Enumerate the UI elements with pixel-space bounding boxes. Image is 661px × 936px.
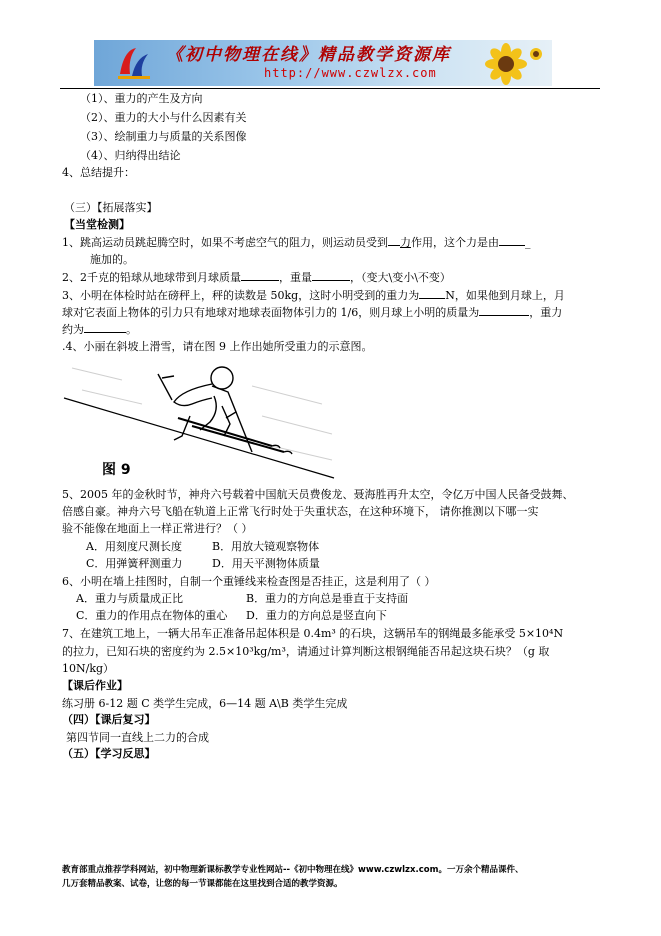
figure-9-skier[interactable] xyxy=(62,356,338,482)
question-1-line-1 xyxy=(62,236,531,250)
step-1: （1）、重力的产生及方向 xyxy=(80,92,203,105)
q1-blank-1[interactable] xyxy=(388,245,400,246)
q1-text-b: 作用，这个力是由 xyxy=(411,236,499,249)
question-5-line-3: 验不能像在地面上一样正常进行？（ ） xyxy=(62,522,253,535)
q2-text-c: ，（变大\变小\不变） xyxy=(350,271,451,284)
question-6: 6、小明在墙上挂图时，自制一个重锤线来检查图是否挂正，这是利用了（ ） xyxy=(62,575,436,588)
q6-option-c[interactable]: C．重力的作用点在物体的重心 xyxy=(76,609,228,622)
header-banner xyxy=(94,40,552,86)
homework-item: 练习册 6-12 题 C 类学生完成，6—14 题 A\B 类学生完成 xyxy=(62,697,348,710)
q3-blank-gravity[interactable] xyxy=(419,298,445,299)
q6-option-a[interactable]: A．重力与质量成正比 xyxy=(76,592,183,605)
question-1-line-2: 施加的。 xyxy=(90,253,134,266)
step-2: （2）、重力的大小与什么因素有关 xyxy=(80,111,247,124)
question-4: .4、小丽在斜坡上滑雪，请在图 9 上作出她所受重力的示意图。 xyxy=(62,340,373,353)
q6-option-b[interactable]: B．重力的方向总是垂直于支持面 xyxy=(246,592,409,605)
q3-text-d: ，重力 xyxy=(529,306,563,319)
q3-blank-moon-gravity[interactable] xyxy=(84,332,126,333)
q5-option-d[interactable]: D．用天平测物体质量 xyxy=(212,557,320,570)
site-title: 《初中物理在线》精品教学资源库 xyxy=(166,45,451,65)
check-heading: 【当堂检测】 xyxy=(64,218,130,231)
q1-blank-2[interactable] xyxy=(499,245,525,246)
q3-blank-moon-mass[interactable] xyxy=(479,315,529,316)
sunflower-icon xyxy=(476,42,546,86)
q2-text-a: 2、2千克的铅球从地球带到月球质量 xyxy=(62,271,241,284)
page-footer xyxy=(62,864,602,891)
question-3-line-2 xyxy=(62,306,562,320)
q5-option-c[interactable]: C．用弹簧秤测重力 xyxy=(86,557,183,570)
review-item: 第四节同一直线上二力的合成 xyxy=(66,731,209,744)
figure-label: 图 9 xyxy=(102,462,131,478)
q5-option-a[interactable]: A．用刻度尺测长度 xyxy=(86,540,182,553)
section-4-heading: （四）【课后复习】 xyxy=(62,713,156,726)
question-5-line-1: 5、2005 年的金秋时节，神舟六号载着中国航天员费俊龙、聂海胜再升太空，令亿万中国人民备受鼓舞、 xyxy=(62,488,574,501)
q2-blank-weight[interactable] xyxy=(312,280,350,281)
question-7-line-1: 7、在建筑工地上，一辆大吊车正准备吊起体积是 0.4m³ 的石块，这辆吊车的钢绳最多能承受 5×10⁴N xyxy=(62,627,564,640)
question-5-line-2: 倍感自豪。神舟六号飞船在轨道上正常飞行时处于失重状态，在这种环境下， 请你推测以下哪一实 xyxy=(62,505,539,518)
question-7-line-2: 的拉力，已知石块的密度约为 2.5×10³kg/m³，请通过计算判断这根钢绳能否吊起这块石块？（g 取 xyxy=(62,645,550,658)
section-5-heading: （五）【学习反思】 xyxy=(62,747,156,760)
section-3-heading: （三）【拓展落实】 xyxy=(64,201,158,214)
question-2 xyxy=(62,271,451,285)
step-4: （4）、归纳得出结论 xyxy=(80,149,181,162)
homework-heading: 【课后作业】 xyxy=(62,679,128,692)
q5-option-b[interactable]: B．用放大镜观察物体 xyxy=(212,540,320,553)
q1-end: _ xyxy=(525,236,531,249)
q3-text-b: N，如果他到月球上，月 xyxy=(445,289,565,302)
q1-force-word: 力 xyxy=(400,236,411,249)
q2-blank-mass[interactable] xyxy=(241,280,279,281)
question-3-line-1 xyxy=(62,289,565,303)
q6-option-d[interactable]: D．重力的方向总是竖直向下 xyxy=(246,609,387,622)
q3-text-c: 球对它表面上物体的引力只有地球对地球表面物体引力的 1/6，则月球上小明的质量为 xyxy=(62,306,480,319)
step-3: （3）、绘制重力与质量的关系图像 xyxy=(80,130,247,143)
q3-text-e: 约为 xyxy=(62,323,84,336)
site-url[interactable]: http://www.czwlzx.com xyxy=(264,66,437,80)
question-7-line-3: 10N/kg） xyxy=(62,662,115,675)
q3-text-f: 。 xyxy=(126,323,137,336)
q3-text-a: 3、小明在体检时站在磅秤上，秤的读数是 50kg，这时小明受到的重力为 xyxy=(62,289,420,302)
footer-line-2: 几万套精品教案、试卷，让您的每一节课都能在这里找到合适的教学资源。 xyxy=(62,878,343,889)
site-logo-icon xyxy=(114,44,154,82)
footer-line-1: 教育部重点推荐学科网站，初中物理新课标教学专业性网站--《初中物理在线》www.czwlzx.com。一万余个精品课件、 xyxy=(62,865,524,875)
header-rule xyxy=(60,88,600,89)
question-3-line-3 xyxy=(62,323,137,337)
summary-heading: 4、总结提升： xyxy=(62,166,135,179)
q1-text-a: 1、跳高运动员跳起腾空时，如果不考虑空气的阻力，则运动员受到 xyxy=(62,236,388,249)
q2-text-b: ，重量 xyxy=(279,271,312,284)
